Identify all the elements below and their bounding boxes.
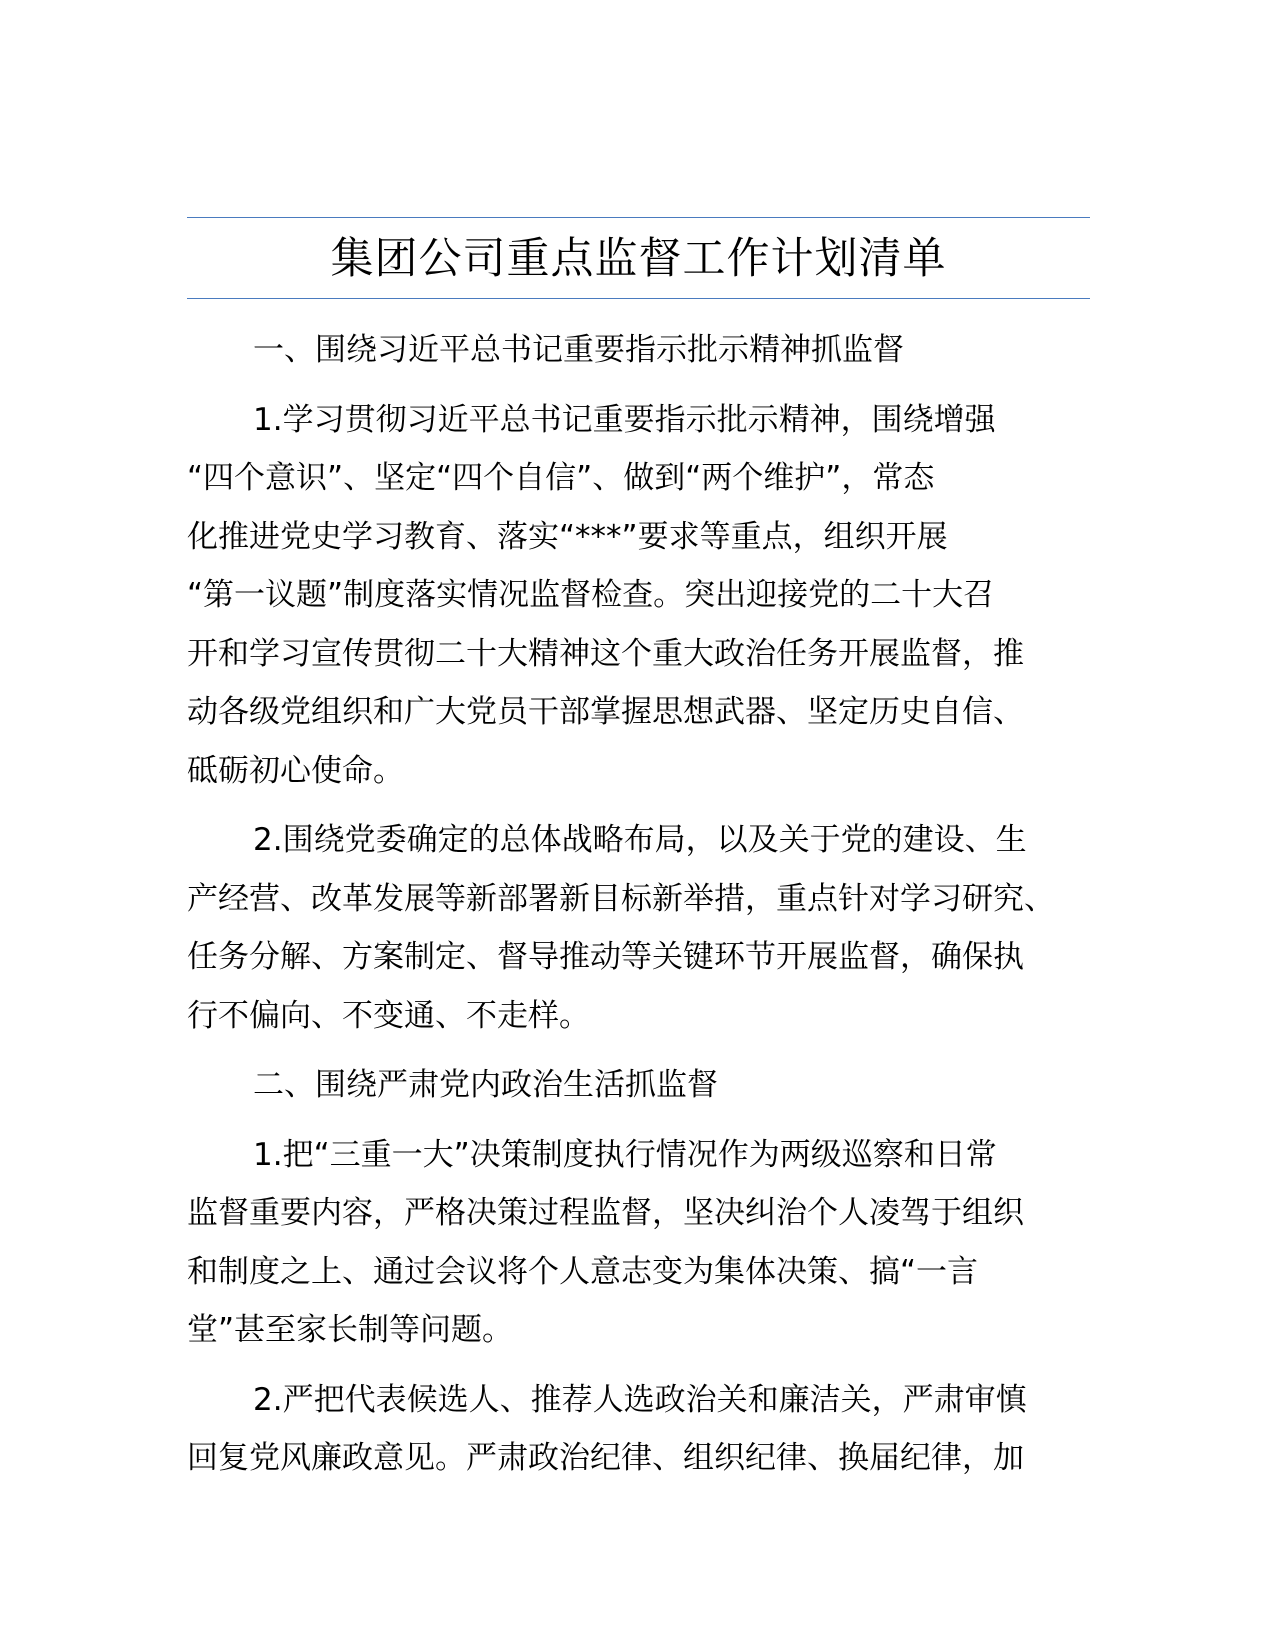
paragraph-line: 化推进党史学习教育、落实“***”要求等重点，组织开展 (187, 518, 948, 555)
paragraph-line: 产经营、改革发展等新部署新目标新举措，重点针对学习研究、 (187, 880, 1055, 917)
paragraph-line: “第一议题”制度落实情况监督检查。突出迎接党的二十大召 (187, 577, 995, 613)
paragraph-line: 堂”甚至家长制等问题。 (187, 1312, 514, 1348)
paragraph-line: 行不偏向、不变通、不走样。 (187, 997, 590, 1034)
paragraph-line: 开和学习宣传贯彻二十大精神这个重大政治任务开展监督，推 (187, 635, 1024, 672)
paragraph-line: 1.学习贯彻习近平总书记重要指示批示精神，围绕增强 (253, 401, 996, 438)
paragraph-line: 监督重要内容，严格决策过程监督，坚决纠治个人凌驾于组织 (187, 1195, 1024, 1231)
section-heading: 一、围绕习近平总书记重要指示批示精神抓监督 (253, 332, 904, 368)
paragraph (187, 811, 1090, 1045)
paragraph-line: “四个意识”、坚定“四个自信”、做到“两个维护”，常态 (187, 460, 935, 496)
paragraph (187, 391, 1090, 801)
paragraph-line: 任务分解、方案制定、督导推动等关键环节开展监督，确保执 (187, 939, 1024, 975)
title-bottom-rule (187, 298, 1090, 299)
section-heading: 二、围绕严肃党内政治生活抓监督 (253, 1067, 718, 1103)
paragraph-line: 1.把“三重一大”决策制度执行情况作为两级巡察和日常 (253, 1136, 997, 1173)
title-top-rule (187, 217, 1090, 218)
paragraph-line: 砥砺初心使命。 (187, 752, 404, 789)
paragraph (187, 1126, 1090, 1360)
paragraph-line: 2.围绕党委确定的总体战略布局，以及关于党的建设、生 (253, 822, 1027, 858)
paragraph-line: 动各级党组织和广大党员干部掌握思想武器、坚定历史自信、 (187, 694, 1024, 730)
paragraph-line: 和制度之上、通过会议将个人意志变为集体决策、搞“一言 (187, 1253, 979, 1290)
paragraph-line: 2.严把代表候选人、推荐人选政治关和廉洁关，严肃审慎 (253, 1381, 1027, 1418)
paragraph-line: 回复党风廉政意见。严肃政治纪律、组织纪律、换届纪律，加 (187, 1440, 1024, 1476)
paragraph (187, 1371, 1090, 1488)
document-title: 集团公司重点监督工作计划清单 (330, 234, 947, 284)
document-content (187, 217, 1090, 1499)
